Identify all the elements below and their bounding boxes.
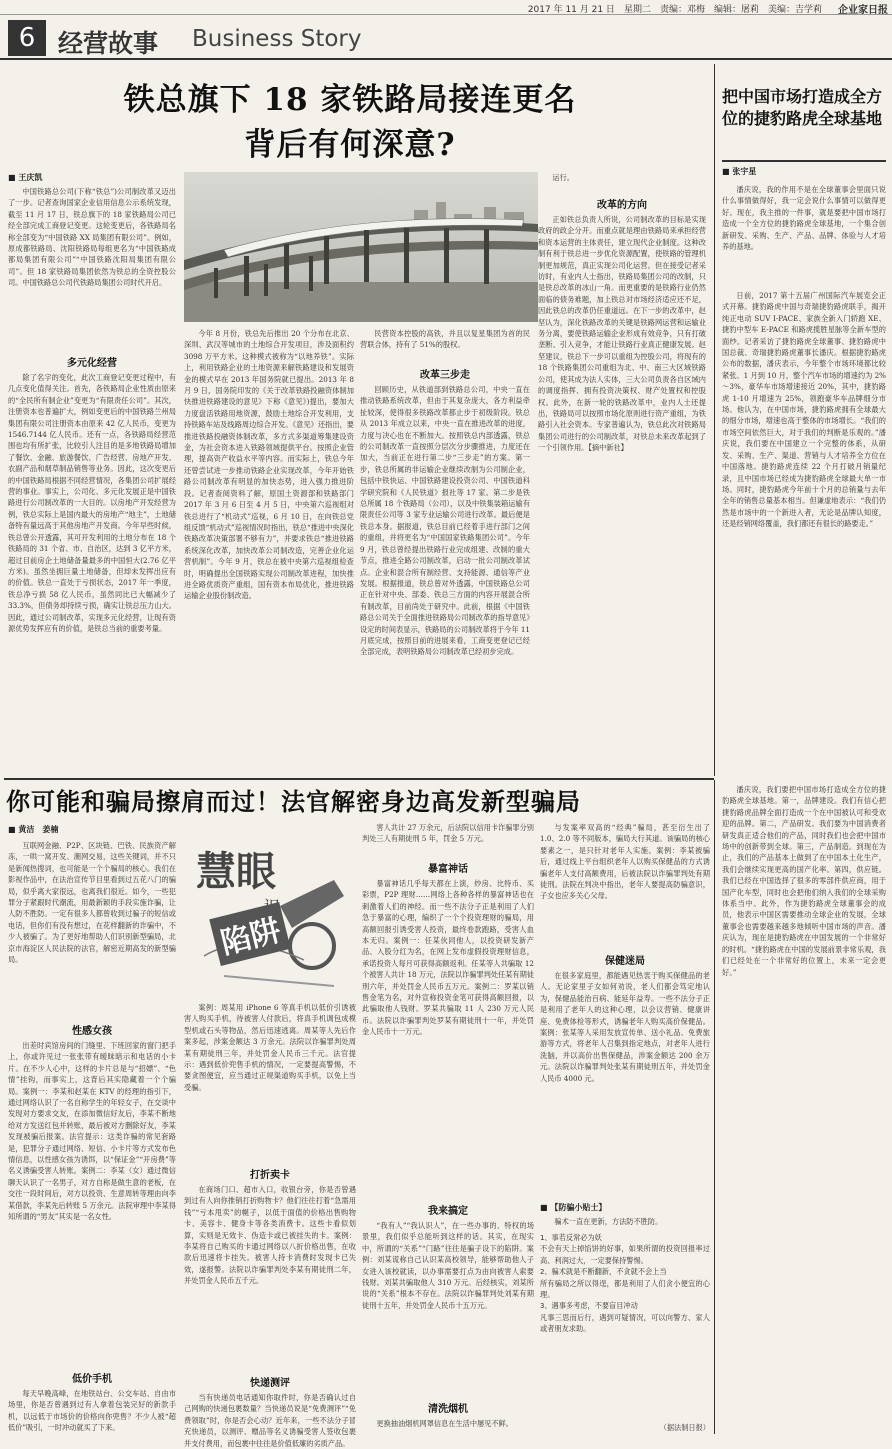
issue-date: 2017 年 11 月 21 日 — [527, 5, 615, 15]
bottom-subhead-health-trap: 保健迷局 — [605, 956, 645, 967]
bottom-subhead-cheap-phone: 低价手机 — [72, 1374, 112, 1385]
sidebar-divider-lower — [714, 780, 715, 1434]
main-subhead-direction: 改革的方向 — [597, 200, 647, 211]
main-headline-line2: 背后有何深意? — [244, 127, 456, 163]
header-meta — [528, 2, 822, 15]
main-col3: 民营资本控股的高铁，并且以复星集团为首的民营联合体，持有了 51%的股权。 — [360, 329, 530, 350]
section-header — [0, 18, 892, 60]
sidebar-author: ■ 张宇星 — [722, 166, 756, 177]
train-photo — [184, 172, 538, 322]
page-number: 6 — [8, 20, 46, 56]
editors: 责编：邓梅 编辑：屠莉 美编：吉学莉 — [659, 5, 822, 15]
main-col4: 运行。 — [552, 173, 574, 182]
main-author: ■ 王庆凯 — [8, 172, 42, 183]
main-col4b: 正如铁总负责人所说，公司制改革的目标是实现政府的政企分开。而重点就是理由铁路局来承担经营和资本运营的主体责任，建立现代企业制度。这种改制有利于铁总进一步优化资源配置，使铁路的管理机制更加规范，真正实现公司化运营。但在接受记者采访时，有业内人士指出，铁路局集团公司的改制，只是铁总改革的冰山一角。而更重要的是铁路行业仍然面临的债务难题，加上铁总对市场经济适应还不足，因此铁总的改革仍任重道远。在下一步的改革中，赵坚认为，深化铁路改革的关键是铁路网运营和运输业务分离，要使铁路运输企业形成有效竞争，只有打破垄断、引入竞争，才能让铁路行业真正健康发展。赵坚建议，铁总下一步可以重组为控股公司，将现有的 18 个铁路集团公司重组为北、中、南三大区域铁路公司，使其成为法人实体，三大公司负责各自区域内的调度指挥、拥有投资决策权、财产处置权和控股权。此外，在新一轮的铁路改革中，业内人士还提出，铁路局可以按照市场化原则进行资产重组，为铁路引入社会资本。专家普遍认为，铁总此次对铁路局集团公司进行的公司制改革，对铁总未来改革起到了一个引领作用。【摘中新社】 — [538, 215, 706, 453]
sidebar-divider — [714, 64, 715, 776]
sidebar-headline: 把中国市场打造成全方位的捷豹路虎全球基地 — [722, 87, 883, 128]
newspaper-brand: 企业家日报 — [838, 5, 888, 16]
page-header — [0, 0, 892, 15]
bottom-col3d: 更换抽油烟机网罩信息在生活中屡见不鲜。 — [376, 1419, 513, 1428]
bottom-subhead-fix-it: 我来搞定 — [428, 1206, 468, 1217]
main-col1: 中国铁路总公司(下称“铁总”)公司制改革又迈出了一步。记者查询国家企业信用信息公示系统发现，截至 11 月 17 日，铁总旗下的 18 家铁路局公司已经全部完成工商登记变更。这轮变更后，各铁路局名称全部变为“中国铁路 XX 局集团有限公司”。例如，原成都铁路局、沈阳铁路局每组更名为“中国铁路成都局集团有限公司”“中国铁路沈阳局集团有限公司”。但 18 家铁路局集团依然为铁总的全资控股公司。中国铁路总公司代铁路局集团公司时代开启。 — [8, 187, 176, 288]
main-col2: 今年 8 月份，铁总先后推出 20 个分布在北京、深圳、武汉等城市的土地综合开发项目，涉及面积约 3098 万平方米。这种模式被称为“以地养铁”。实际上，利用铁路企业的土地资源来解铁路建设和发展资金的模式早在 2013 年国务院就已提出。2013 年 8 月 9 日，国务院印发的《关于改革铁路投融资体制加快推进铁路建设的意见》下称《意见》)提出，要加大力度盘活铁路用地资源，鼓励土地综合开发利用，支持铁路车站及线路周边综合开发。《意见》还指出，要推进铁路投融资体制改革，多方式多渠道筹集建设资金，为社会资本进入铁路领域提供平台。按照企业管理，提高资产收益水平等内容。而实际上，铁总今年还曾尝试进一步推动铁路企业实现改革，今年开始铁路公司制改革有明显的加快态势，进入强力推进阶段。记者查阅资料了解，原国土资源部和铁路部门 2017 年 3 月 6 日至 4 月 5 日，中央第六巡视组对铁总进行了“机动式”巡视，6 月 10 日，在向铁总党组反馈“机动式”巡视情况时指出，铁总“推进中央深化铁路改革决策部署不够有力”，并要求铁总“推进铁路系统深化改革，加快改革公司制改造，完善企业化运营机制”。今年 9 月，铁总在被中央第六巡视组检查时，明确提出全国铁路实现公司制改革进程，加快推进全路优质资产重组，国有资本布局优化，推进铁路运输企业股份制改造。 — [184, 329, 354, 601]
bottom-col1: 互联网金融、P2P、区块链、巴铁、民族资产解冻，一哄一窝开发、潮网交易，这些关键词，并不只是新闻热搜词，也可能是一个个骗局的核心。我们在影视作品中，在法治宣传节目里看到过五花八门的骗局，似乎离大家很远，也离我们很近。如今，一些犯罪分子紧跟时代潮流，用最新颖的手段实施诈骗，让人防不胜防。一定有很多人都曾收到过骗子的短信或电话，但你们有没有想过，在花样翻新的诈骗中，不少人被骗了。为了更好地帮助人们识别新型骗局，北京市海淀区人民法院的法官，解密近期高发的新型骗局。 — [8, 841, 176, 965]
bottom-col4b: 在很多家庭里，都能遇见热衷于购买保健品的老人。无论家里子女如何劝说，老人们都会笃定地认为，保健品能治百病、能延年益寿。一些不法分子正是利用了老年人的这种心理，以会议营销、健康讲座、免费体检等形式，诱骗老年人购买高价保健品。案例：张某等人采用发放宣传单、送小礼品、免费旅游等方式，将老年人召集到指定地点，对老年人进行洗脑，并以高价出售保健品，涉案金额达 200 余万元。法院以诈骗罪判处张某有期徒刑五年，并处罚金人民币 4000 元。 — [540, 971, 710, 1083]
bottom-col1c: 每天早晚高峰，在地铁站台、公交车站、自由市场里，你是否曾遇到过有人拿着包装完好的新款手机，以远低于市场价的价格向你兜售？不少人被“超低价”吸引，一时冲动就买了下来。 — [8, 1389, 176, 1433]
bottom-headline: 你可能和骗局擦肩而过！法官解密身边高发新型骗局 — [6, 787, 581, 816]
sidebar-body-2: 潘庆说，我们要把中国市场打造成全方位的捷豹路虎全球基地。第一，品牌建设。我们有信心把捷豹路虎品牌全面打造成一个在中国被认可和受欢迎的品牌。第二，产品研发。我们要为中国消费者研发真正适合他们的产品，同时我们也会把中国市场中的创新带到全球。第三，产品制造。到现在为止，我们的产品基本上做到了在中国本土化生产，我们会继续实现更高的国产化率。第四，供应链。我们已经在中国选择了很多的零部件供应商，用于国产化车型，同时也会把他们纳入我们的全球采购体系当中。此外，作为捷豹路虎全球董事会的成员，他表示中国区需要推动全球企业的发展，全球董事会也需要越来越多地倾听中国市场的声音。潘庆认为，现在是捷豹路虎在中国发展的一个非常好的时机。“捷豹路虎在中国的发展前景非常乐观，我们已经处在一个非常好的位置上，未来一定会更好。” — [722, 785, 886, 977]
bottom-col4: 与发案率双高的“经典”骗局，甚至衍生出了 1.0、2.0 等不同版本，骗局大行其道。该骗局的核心要素之一，是只针对老年人实施。案例：李某被骗后，通过线上平台组织老年人以购买保健品的方式诱骗老年人支付高额费用，后被法院以诈骗罪判处有期徒刑。法院在判决中指出，老年人要提高防骗意识，子女也应多关心父母。 — [540, 823, 710, 901]
bottom-col3b: 暴富神话几乎每天都在上演，炒房、比特币、买彩票，P2P 理财……网络上各种各样的暴富神话也在刺激着人们的神经。而一些不法分子正是利用了人们急于暴富的心理，编织了一个个投资理财的骗局，用高额回报引诱受害人投资，最终卷款跑路，受害人血本无归。案例一：任某伙同他人，以投资研发新产品、入股分红为名，在网上发布虚假投资理财信息，承诺投资人每月可获得高额返利。任某等人共骗取 12 个被害人共计 18 万元，法院以诈骗罪判处任某有期徒刑六年，并处罚金人民币五万元。案例二：罗某以销售金笔为名，对外宣称投资金笔可获得高额回报，以此骗取他人钱财。罗某共骗取 11 人 230 万元人民币。法院以诈骗罪判处罗某有期徒刑十一年，并处罚金人民币十一万元。 — [362, 879, 534, 1037]
fraud-illustration — [184, 836, 356, 996]
bottom-col2: 案例：周某用 iPhone 6 等真手机以低价引诱被害人购买手机，待被害人付款后，将真手机调包成模型机或石头等物品，然后迅速逃离。周某等人先后作案多起，涉案金额达 3 万余元。法院以诈骗罪判处周某有期徒刑三年，并处罚金人民币三千元。法官提示：遇到低价兜售手机的情况，一定要提高警惕，不要贪图便宜，应当通过正规渠道购买手机，以免上当受骗。 — [184, 1003, 356, 1092]
section-title-cn: 经营故事 — [58, 29, 159, 58]
bottom-author: ■ 黄洁 姜楠 — [8, 824, 58, 835]
bottom-col3c: “我有人”“我认识人”，在一些办事的、特权的场景里，我们似乎总能听到这样的话。其实，在现实中，所谓的“关系”“门路”往往是骗子设下的陷阱。案例：刘某谎称自己认识某高校领导，能够帮助他人子女进入该校就读，以办事需要打点为由向被害人索要钱财。刘某共骗取他人 310 万元。后经核实，刘某所说的“关系”根本不存在。法院以诈骗罪判处刘某有期徒刑十五年，并处罚金人民币十五万元。 — [362, 1221, 534, 1310]
bottom-col2c: 当有快递员电话通知你取件时，你是否确认过自己网购的快递包裹数量？当快递员说是“免费测评”“免费领取”时，你是否会心动？近年来，一些不法分子冒充快递员，以测评、赠品等名义诱骗受害人签收包裹并支付费用，而包裹中往往是价值低廉的劣质产品。 — [184, 1393, 356, 1448]
main-headline-line1: 铁总旗下 18 家铁路局接连更名 — [123, 82, 577, 118]
anti-fraud-tips-intro: 骗术一直在更新，方法防不胜防。 — [554, 1217, 663, 1226]
issue-weekday: 星期二 — [623, 5, 651, 15]
bottom-col2b: 在商场门口、超市入口，收银台旁，你是否曾遇到过有人向你推销打折购物卡？他们往往打着“急需用钱”“亏本甩卖”的幌子，以低于面值的价格出售购物卡、美容卡、健身卡等各类消费卡。这些卡看似划算，实则是无效卡、伪造卡或已被挂失的卡。案例：李某将自己购买的卡通过网络以八折价格出售，在收款后迅速将卡挂失。被害人持卡消费时发现卡已失效，遂报警。法院以诈骗罪判处李某有期徒刑二年，并处罚金人民币五千元。 — [184, 1185, 356, 1286]
illustration-text-insight: 慧眼 — [196, 849, 276, 895]
sidebar-body-1: 日前，2017 第十五届广州国际汽车展览会正式开幕。捷豹路虎中国与奇瑞捷豹路虎联手，揭开纯正电动 SUV I-PACE、家族全新入门轿跑 XE、捷豹中型车 E-PACE 和路虎揽胜星脉等全新车型的面纱。记者采访了捷豹路虎全球董事、捷豹路虎中国总裁、奇瑞捷豹路虎董事长潘庆。根据捷豹路虎公布的数据，潘庆表示，今年整个市场环境都比较紧张。1 月到 10 月，整个汽车市场的增速约为 2%～3%，豪华车市场增速接近 20%，其中，捷豹路虎 1-10 月增速为 25%，领跑豪华车品牌细分市场。他认为，在中国市场，捷豹路虎拥有全球最大的细分市场，增速也高于整体的市场增长。“我们的市场空间依然巨大，对于我们的判断是乐观的。”潘庆说，我们要在中国建立一个完整的体系，从研发、采购、生产、渠道、营销与人才培养全方位在中国落地。捷豹路虎连续 22 个月打破月销量纪录，且中国市场已经成为捷豹路虎全球最大单一市场。同时，捷豹路虎今年前十个月的总销量与去年全年的销售总量基本相当。但谦虚地表示：“我们仍然是市场中的一个新进入者，无论是品牌认知度，还是经销网络覆盖，我们都还有很长的路要走。” — [722, 291, 886, 529]
bottom-story-rule — [4, 778, 714, 780]
anti-fraud-tips: 1、事若反常必为妖 不会有天上掉馅饼的好事，如果所谓的投资回报率过高、利润过大，一定要保持警惕。 2、骗术就是不断翻新，不贪就不会上当 所有骗局之所以得逞，都是利用了人们贪小便宜的心理。 3、遇事多考虑，不要盲目冲动 凡事三思而后行，遇到可疑情况，可以向警方、家人或者朋友求助。 — [540, 1233, 710, 1334]
bottom-col1b: 出差时宾馆房间的门缝里、下班回家的窗门把手上，你或许见过一张张带有暧昧暗示和电话的小卡片。在不少人心中，这样的卡片总是与“招嫖”、“色情”挂钩，而事实上，这背后其实隐藏着一个个骗局。案例一：李某和赵某在 KTV 的经理的指引下，通过网络认识了一名自称学生的年轻女子，在交谈中发现对方要求交友，在添加微信好友后，李某不断地给对方发送红包并转账，最后被对方删除好友，李某发现被骗后报案。法官提示：这类诈骗的常见套路是，犯罪分子通过网络、短信、小卡片等方式发布色情信息，以性感女孩为诱饵，以“保证金”“开房费”等名义诱骗受害人转账。案例二：李某（女）通过微信聊天认识了一名男子，对方自称是做生意的老板，在交往一段时间后，对方以投资、生意周转等理由向李某借款，李某先后转账 5 万余元。法院审理中李某得知所谓的“男友”其实是一名女性。 — [8, 1041, 176, 1222]
sidebar-rule — [722, 160, 886, 162]
bottom-subhead-sexy-girl: 性感女孩 — [72, 1026, 112, 1037]
bottom-subhead-discount-card: 打折卖卡 — [250, 1170, 290, 1181]
bottom-subhead-express-review: 快递测评 — [250, 1378, 290, 1389]
main-subhead-three-steps: 改革三步走 — [420, 370, 470, 381]
sidebar-intro: 潘庆说，我的作用不是在全球董事会里面只说什么事情做得好，我一定会说什么事情可以做得更好。现在，我主推的一件事，就是要把中国市场打造成一个全方位的捷豹路虎全球基地，一个集合创新研发、采购、生产、产品、品牌、体验与人才培养的基地。 — [722, 185, 886, 252]
main-col1b: 除了名字的变化，此次工商登记变更过程中，有几点变化值得关注。首先，各铁路局企业性质由原来的“全民所有制企业”变更为“有限责任公司”。其次，注册资本也普遍扩大，例如变更后的中国铁路兰州局集团有限公司注册资本由原来 42 亿人民币，变更为 1546.7144 亿人民币。还有一点，各铁路局经营范围也均有所扩张，比较引人注目的是多地铁路局增加了餐饮、金融、旅游餐饮、广告经营、房地产开发、农副产品和烟草制品销售等业务。因此，这次变更后的中国铁路局根据不同经营情况，各集团公司扩展经营的事业。事实上，公司化、多元化发展正是中国铁路进行公司制改革的一大目的。以房地产开发经营为例，铁总实际上是国内最大的房地产“地主”，土地储备特有量远高于其他房地产开发商。今年早些时候，铁总曾公开透露，其可开发利用的土地分布在 18 个铁路局的 31 个省、市、自治区，达到 3 亿平方米，超过目前房企土地储备量最多的中国恒大(2.76 亿平方米)。虽然坐拥巨量土地储备，但却未发挥出应有的价值。铁总一直处于亏损状态，2017 年一季度，铁总净亏损 58 亿人民币，虽然同比已大幅减少了 33.3%，但债务却持续亏损，确实让铁总压力山大。因此，通过公司制改革，实现多元化经营，让现有资源优势发挥应有的价值，是铁总当前的重要考量。 — [8, 373, 176, 633]
bottom-col3: 害人共计 27 万余元，后法院以信用卡诈骗罪分别判处三人有期徒刑 5 年，罚金 5 万元。 — [362, 823, 534, 844]
section-title-en: Business Story — [192, 26, 362, 52]
illustration-text-trap: 陷阱 — [209, 902, 290, 966]
main-col3b: 回顾历史，从铁道部到铁路总公司，中央一直在推动铁路系统改革，但由于其复杂庞大，各方利益牵扯较深，使得很多铁路改革都止步于初级阶段。铁总从 2013 年成立以来，中央一直在推进改革的进度，力度与决心也在不断加大。按照铁总内部透露，铁总的公司制改革一直按照分层次分步骤推进，力度还在加大，当前正在进行第二步“三步走”的方案。第一步，铁总所属的非运输企业继续改制为公司制企业，包括中铁快运、中国铁路建设投资公司、中国铁道科学研究院和《人民铁道》报社等 17 家。第二步是铁总所属 18 个铁路局（公司），以及中铁集装箱运输有限责任公司等 3 家专业运输公司进行改革。最后便是铁总本身。据报道，铁总目前已经着手进行部门之间的重组，并将更名为“中国国家铁路集团公司”。今年 9 月，铁总曾经提出铁路行业完成组建、改制的重大节点，推进全路公司制改革，启动一批公司制改革试点。企业和混合所有制经营、支持能源、通信等产业发展。根据报道，铁总曾对外透露，中国铁路总公司正在针对中央、部委、铁总三方面的内容开展混合所有制改革，目前尚处于研究中。此前，根据《中国铁路总公司关于全面推进铁路局公司制改革的指导意见》设定的时间表显示，铁路局的公司制改革将于今年 11 月底完成，按照目前的进展来看，工商变更登记已经全部完成，表明铁路局公司制改革已经初步完成。 — [360, 385, 530, 657]
bottom-source: （据法制日报） — [659, 1423, 710, 1432]
anti-fraud-tips-title: ■ 【防骗小贴士】 — [540, 1202, 606, 1213]
main-subhead-diversified: 多元化经营 — [67, 358, 117, 369]
bottom-subhead-get-rich: 暴富神话 — [428, 864, 468, 875]
bottom-subhead-hood-cleaning: 清洗烟机 — [428, 1404, 468, 1415]
